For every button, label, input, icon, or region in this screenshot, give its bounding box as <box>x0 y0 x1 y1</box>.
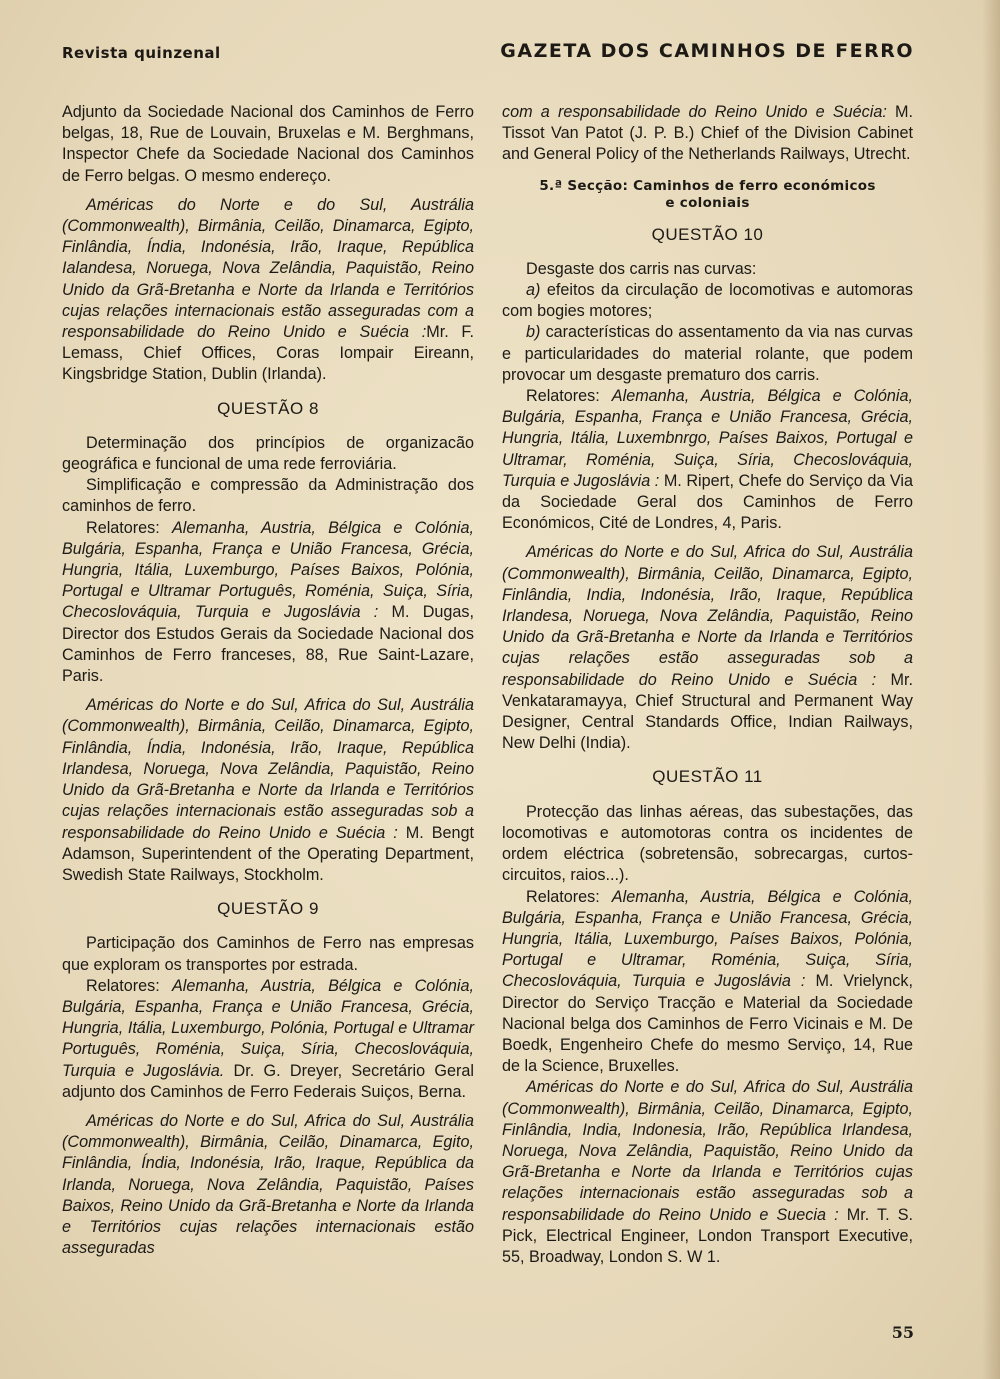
section-heading <box>502 178 913 212</box>
rapporteur: Mr. Venkataramayya, Chief Structural and Permanent Way Designer, Central Standards Office, Indian Railways, New Delhi (India). <box>502 670 914 753</box>
item-label: b) <box>526 323 541 342</box>
page-number: 55 <box>891 1323 914 1342</box>
page-spine-shadow <box>982 0 1000 1379</box>
paragraph <box>62 518 474 688</box>
paragraph <box>502 1077 913 1268</box>
paragraph: Desgaste dos carris nas curvas: <box>526 259 757 278</box>
paragraph <box>502 386 913 534</box>
paragraph: Protecção das linhas aéreas, das subestações, das locomotivas e automotoras contra os incidentes de ordem eléctrica (sobretensão, sobrecargas, curtos-circuitos, raios...). <box>502 802 913 885</box>
paragraph <box>62 976 474 1103</box>
rapporteur: M. Tissot Van Patot (J. P. B.) Chief of the Division Cabinet and General Policy of the Netherlands Railways, Utrecht. <box>502 103 913 164</box>
left-column <box>62 102 474 1259</box>
paragraph <box>502 322 913 386</box>
rapporteurs-label: Relatores: <box>526 387 600 406</box>
paragraph <box>502 542 913 754</box>
country-list: Alemanha, Austria, Bélgica e Colónia, Bulgária, Espanha, França e União Francesa, Grécia, Hungria, Itália, Luxemburgo, Países Baixos, Polónia, Portugal e Ultramar Português, Roménia, Suiça, Síria, Checoslováquia, Turquia e Jugoslávia : <box>62 518 475 622</box>
question-heading: QUESTÃO 8 <box>217 398 319 418</box>
country-list: Américas do Norte e do Sul, Africa do Sul, Austrália (Commonwealth), Birmânia, Ceilão, Dinamarca, Egipto, Finlândia, India, Indonésia, Irão, Iraque, República Irlandesa, Noruega, Nova Zelândia, Paquistão, Reino Unido da Grã-Bretanha e Norte da Irlanda e Territórios cujas relações estão asseguradas sob a responsabilidade do Reino Unido e Suécia : <box>502 543 913 689</box>
paragraph <box>62 195 474 386</box>
country-list: Américas do Norte e do Sul, Africa do Sul, Austrália (Commonwealth), Birmânia, Ceilão, Dinamarca, Egito, Finlândia, Índia, Indonésia, Irão, Iraque, República da Irlanda, Noruega, Nova Zelândia, Paquistão, Países Baixos, Reino Unido da Grã-Bretanha e Norte da Irlanda e Territórios cujas relações internacionais estão asseguradas <box>62 1111 474 1258</box>
question-heading: QUESTÃO 9 <box>217 899 319 919</box>
country-list: com a responsabilidade do Reino Unido e Suécia: <box>502 103 887 121</box>
right-column <box>502 102 913 1268</box>
rapporteur: Mr. T. S. Pick, Electrical Engineer, London Transport Executive, 55, Broadway, London S. W 1. <box>502 1205 913 1266</box>
journal-subtitle: Revista quinzenal <box>62 44 221 62</box>
rapporteurs-label: Relatores: <box>86 976 160 995</box>
paragraph: Participação dos Caminhos de Ferro nas empresas que exploram os transportes por estrada. <box>62 934 474 974</box>
rapporteurs-label: Relatores: <box>86 518 160 537</box>
section-heading-line: 5.ª Secção: Caminhos de ferro económicos <box>539 177 876 194</box>
country-list: Alemanha, Austria, Bélgica e Colónia, Bulgária, Espanha, França e União Francesa, Grécia, Hungria, Itália, Luxemburgo, Países Baixos, Polónia, Portugal e Ultramar, Roménia, Suiça, Síria, Checoslováquia, Turquia e Jugoslávia : <box>502 887 913 991</box>
rapporteur: M. Dugas, Director dos Estudos Gerais da Sociedade Nacional dos Caminhos de Ferro franceses, 88, Rue Saint-Lazare, Paris. <box>62 603 474 686</box>
country-list: Américas do Norte e do Sul, Austrália (Commonwealth), Birmânia, Ceilão, Dinamarca, Egipto, Finlândia, Índia, Indonésia, Irão, Iraque, República Ialandesa, Noruega, Nova Zelândia, Paquistão, Reino Unido da Grã-Bretanha e Norte da Irlanda e Territórios cujas relações internacionais estão asseguradas com a responsabilidade do Reino Unido e Suécia : <box>62 195 474 342</box>
paragraph: Determinação dos princípios de organizacão geográfica e funcional de uma rede ferroviária. <box>62 433 474 474</box>
country-list: Alemanha, Austria, Bélgica e Colónia, Bulgária, Espanha, França e União Francesa, Grécia, Hungria, Itália, Luxemburgo, Polónia, Portugal e Ultramar Português, Roménia, Suiça, Síria, Checoslováquia, Turquia e Jugoslávia. <box>62 976 475 1080</box>
section-heading-line: e coloniais <box>665 194 750 211</box>
rapporteur: Mr. F. Lemass, Chief Offices, Coras Iompair Eireann, Kingsbridge Station, Dublin (Irlanda). <box>62 323 474 384</box>
paragraph: Adjunto da Sociedade Nacional dos Caminhos de Ferro belgas, 18, Rue de Louvain, Bruxelas e M. Berghmans, Inspector Chefe da Sociedade Nacional dos Caminhos de Ferro belgas. O mesmo endereço. <box>62 103 474 185</box>
item-text: características do assentamento da via nas curvas e particularidades do material rolante, que podem provocar um desgaste prematuro dos carris. <box>502 323 913 384</box>
paragraph <box>502 280 913 322</box>
paragraph <box>502 102 913 166</box>
question-heading: QUESTÃO 10 <box>651 224 764 244</box>
paragraph <box>62 695 474 886</box>
rapporteur: M. Vrielynck, Director do Serviço Tracção e Material da Sociedade Nacional belga dos Caminhos de Ferro Vicinais e M. De Boedk, Engenheiro Chefe do mesmo Serviço, 14, Rue de la Science, Bruxelles. <box>502 972 913 1076</box>
paragraph <box>502 887 913 1078</box>
journal-title: GAZETA DOS CAMINHOS DE FERRO <box>500 40 914 62</box>
rapporteurs-label: Relatores: <box>526 887 600 906</box>
item-label: a) <box>526 281 541 300</box>
question-heading: QUESTÃO 11 <box>652 767 763 787</box>
rapporteur: M. Bengt Adamson, Superintendent of the Operating Department, Swedish State Railways, Stockholm. <box>62 823 474 884</box>
paragraph: Simplificação e compressão da Administração dos caminhos de ferro. <box>62 476 474 516</box>
country-list: Alemanha, Austria, Bélgica e Colónia, Bulgária, Espanha, França e União Francesa, Grécia, Hungria, Itália, Luxembnrgo, Países Baixos, Portugal e Ultramar, Roménia, Suiça, Síria, Checoslováquia, Turquia e Jugoslávia : <box>502 387 913 490</box>
paragraph <box>62 1111 474 1259</box>
item-text: efeitos da circulação de locomotivas e automoras com bogies motores; <box>502 281 913 321</box>
rapporteur: M. Ripert, Chefe do Serviço da Via da Sociedade Geral dos Caminhos de Ferro Económicos, Cité de Londres, 4, Paris. <box>502 471 913 533</box>
rapporteur: Dr. G. Dreyer, Secretário Geral adjunto dos Caminhos de Ferro Federais Suiços, Berna. <box>62 1061 475 1101</box>
country-list: Américas do Norte e do Sul, Africa do Sul, Austrália (Commonwealth), Birmânia, Ceilão, Dinamarca, Egipto, Finlândia, Índia, Indonésia, Irão, Iraque, República Irlandesa, Noruega, Nova Zelândia, Paquistão, Reino Unido da Grã-Bretanha e Norte da Irlanda e Territórios cujas relações internacionais estão asseguradas sob a responsabilidade do Reino Unido e Suécia : <box>62 696 474 842</box>
country-list: Américas do Norte e do Sul, Africa do Sul, Austrália (Commonwealth), Birmânia, Ceilão, Dinamarca, Egipto, Finlândia, India, Indonesia, Irão, República Irlandesa, Noruega, Nova Zelândia, Paquistão, Reino Unido da Grã-Bretanha e Norte da Irlanda e Territórios cujas relações internacionais estão asseguradas sob a responsabilidade do Reino Unido e Suecia : <box>502 1078 913 1224</box>
